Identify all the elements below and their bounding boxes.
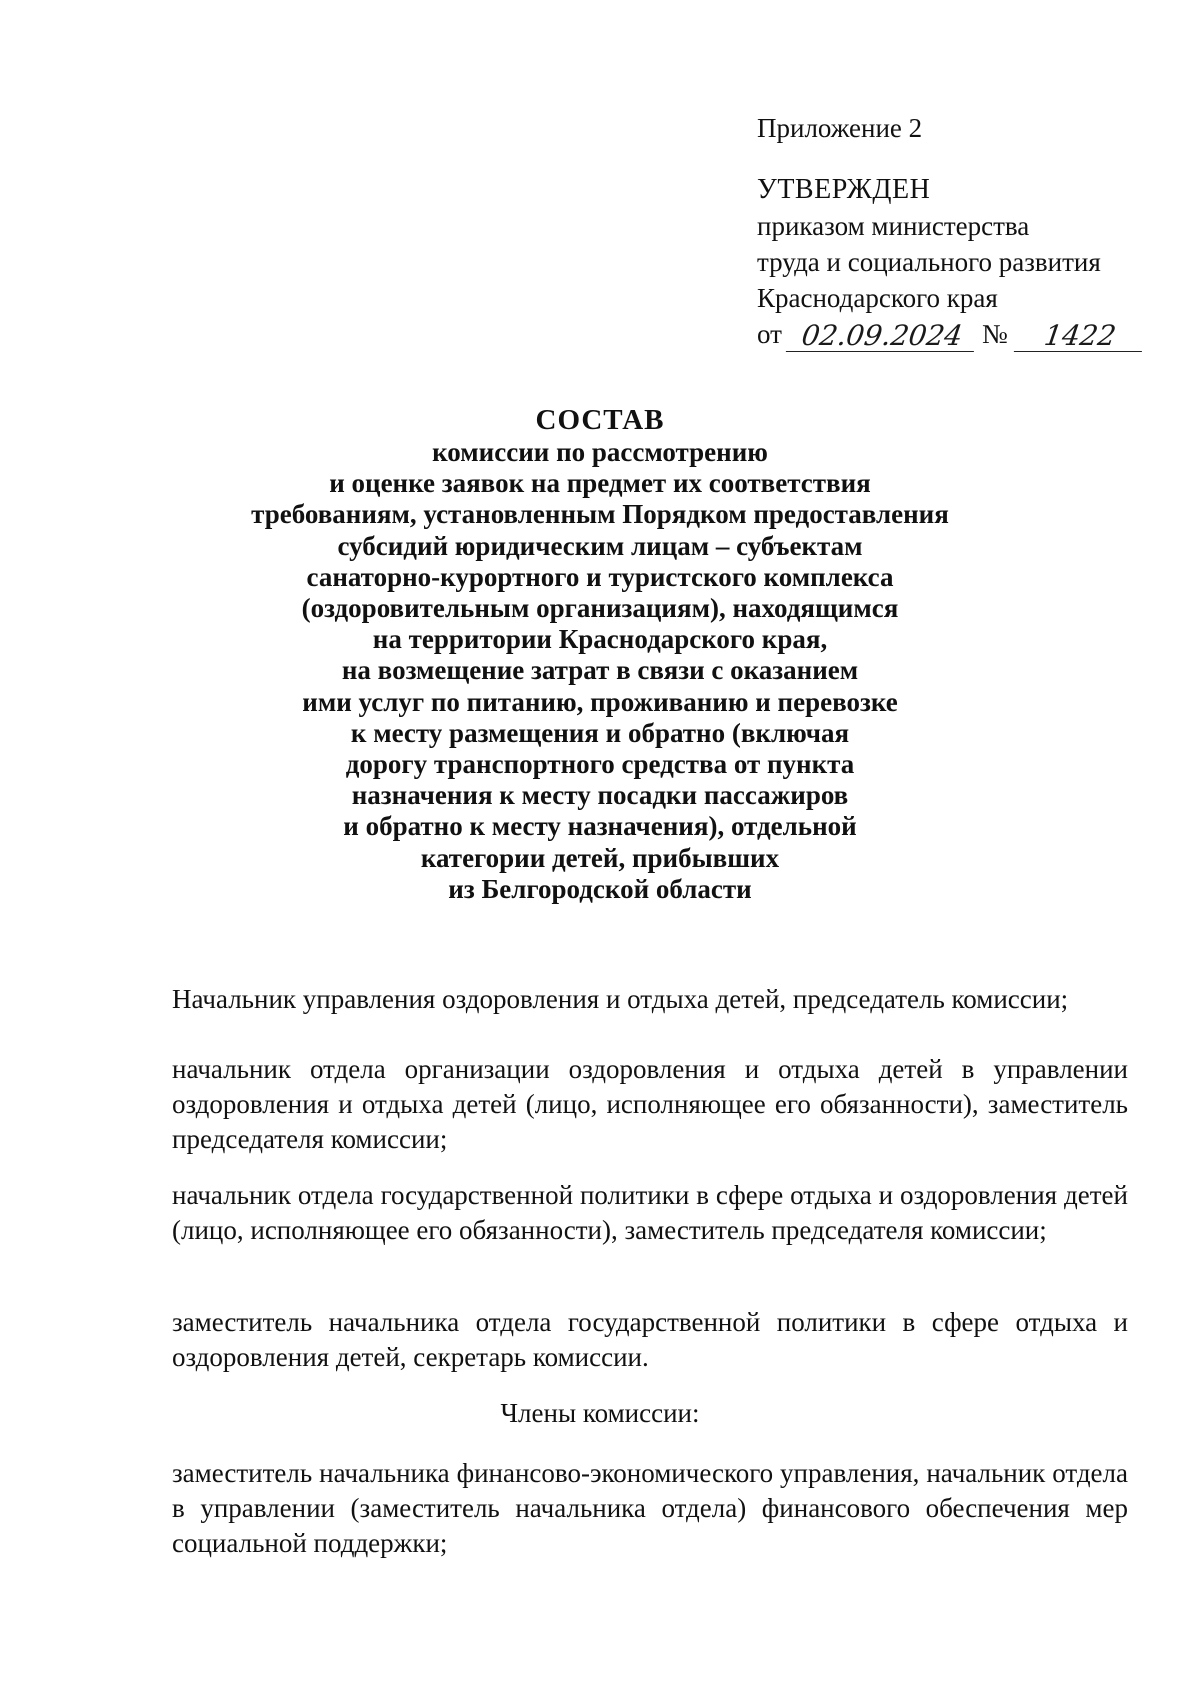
title-line: ими услуг по питанию, проживанию и перевозке: [302, 686, 898, 717]
approval-line-3: Краснодарского края: [757, 283, 998, 313]
title-line: назначения к месту посадки пассажиров: [351, 780, 849, 811]
title-line: из Белгородской области: [448, 873, 752, 904]
title-line: дорогу транспортного средства от пункта: [345, 749, 855, 780]
title-line: на территории Краснодарского края,: [372, 624, 828, 655]
title-line: на возмещение затрат в связи с оказанием: [341, 655, 859, 686]
title-line: комиссии по рассмотрению: [432, 437, 768, 467]
approved-label: УТВЕРЖДЕН: [757, 174, 931, 205]
approval-line-1: приказом министерства: [757, 211, 1030, 241]
deputy-chairman-paragraph-1: начальник отдела организации оздоровления и отдыха детей в управлении оздоровления и отдыха детей (лицо, исполняющее его обязанности), заместитель председателя комиссии;: [172, 1054, 1128, 1154]
members-heading: Члены комиссии:: [500, 1398, 700, 1428]
title-line: санаторно-курортного и туристского комплекса: [306, 561, 894, 592]
secretary-paragraph: заместитель начальника отдела государственной политики в сфере отдыха и оздоровления детей, секретарь комиссии.: [172, 1307, 1128, 1372]
document-title: [0, 403, 1200, 905]
handwritten-order-number: 1422: [1014, 321, 1146, 352]
title-line: к месту размещения и обратно (включая: [350, 717, 850, 748]
handwritten-date: 02.09.2024: [786, 321, 978, 352]
title-line: (оздоровительным организациям), находящимся: [301, 593, 899, 624]
member-paragraph: заместитель начальника финансово-экономического управления, начальник отдела в управлении (заместитель начальника отдела) финансового обеспечения мер социальной поддержки;: [172, 1458, 1128, 1558]
approval-line-2: труда и социального развития: [757, 247, 1101, 277]
title-line: и оценке заявок на предмет их соответствия: [329, 468, 871, 499]
date-prefix: от: [757, 319, 782, 349]
number-sign: №: [981, 319, 1008, 349]
approval-block: [757, 110, 1157, 352]
chairman-paragraph: Начальник управления оздоровления и отдыха детей, председатель комиссии;: [172, 984, 1069, 1014]
title-line: категории детей, прибывших: [420, 842, 780, 873]
appendix-label: Приложение 2: [757, 113, 923, 143]
title-line: и обратно к месту назначения), отдельной: [343, 811, 857, 842]
title-heading: СОСТАВ: [535, 404, 665, 436]
deputy-chairman-paragraph-2: начальник отдела государственной политики в сфере отдыха и оздоровления детей (лицо, исполняющее его обязанности), заместитель председателя комиссии;: [172, 1180, 1128, 1245]
title-line: требованиям, установленным Порядком предоставления: [251, 499, 949, 530]
title-line: субсидий юридическим лицам – субъектам: [337, 530, 863, 561]
order-date-number: [757, 316, 1157, 352]
